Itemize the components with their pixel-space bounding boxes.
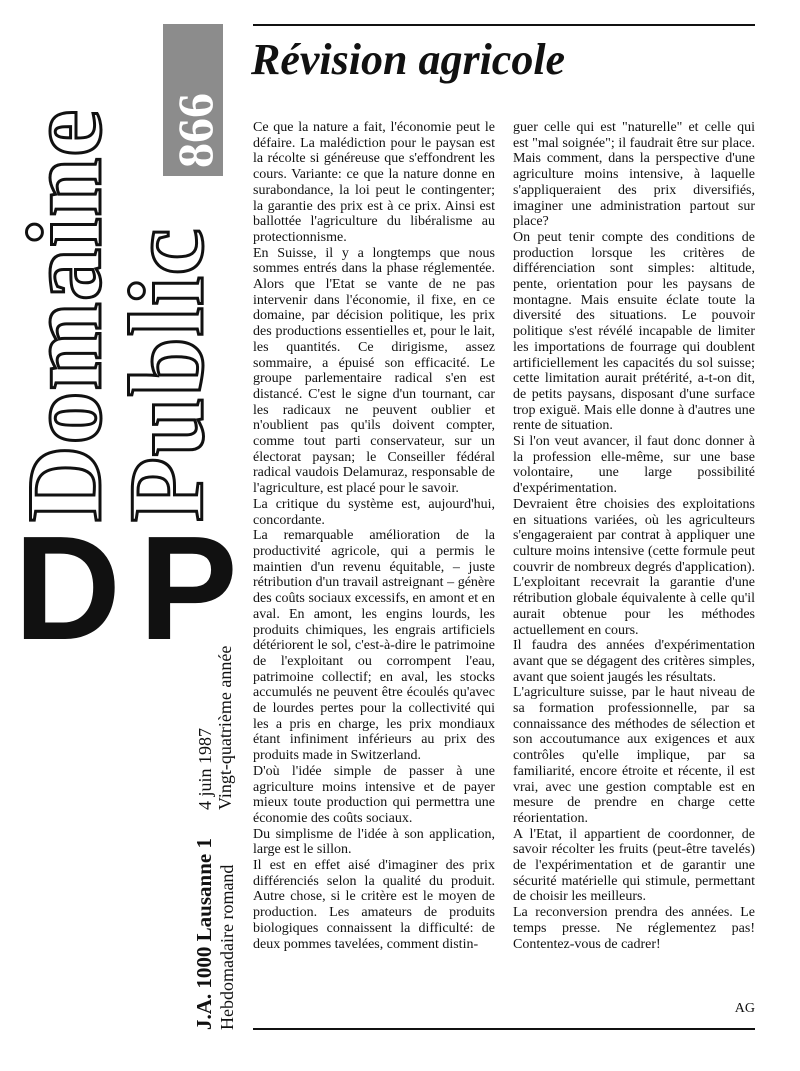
paragraph: On peut tenir compte des conditions de production lorsque les critères de différenciation sont simples: altitude, pente, orientation pour les paysans de montagne. Mais ensuite éclate toute la diversité des situations. Le pouvoir politique s'est révélé incapable de limiter les importations de fourrage qui doublent artificiellement les capacités du sol suisse; cette limitation aurait prétérité, a-t-on dit, de petits paysans, disposant d'une surface trop exiguë. Mais elle donne à d'autres une rente de situation. [513, 229, 755, 434]
paragraph: La reconversion prendra des années. Le temps presse. Ne réglementez pas! Contentez-vous de cadrer! [513, 905, 755, 952]
paragraph: En Suisse, il y a longtemps que nous sommes entrés dans la phase réglementée. Alors que l'Etat se vante de ne pas intervenir dans l'économie, il fixe, en ce domaine, par décision politique, les prix des productions essentielles et, pour le lait, les quantités. Ce dirigisme, assez sommaire, a épuisé son efficacité. Le groupe parlementaire radical s'en est distancé. C'est le signe d'un tournant, car les radicaux ne peuvent oublier et n'oublient pas qu'ils doivent compter, comme tout parti conservateur, sur un électorat paysan; le Conseiller fédéral radical vaudois Delamuraz, responsable de l'agriculture, est placé pour le savoir. [253, 245, 495, 497]
masthead-public: Public [108, 227, 225, 522]
issue-date: 4 juin 1987 [195, 727, 215, 810]
mailing-address: J.A. 1000 Lausanne 1 [192, 838, 216, 1030]
paragraph: L'agriculture suisse, par le haut niveau de sa formation professionnelle, par sa connaissance des méthodes de sélection et son accoutumance aux exigences et aux contrôles qu'elle implique, par sa familiarité, encore étroite et récente, il est vrai, avec une gestion comptable est en mesure de prendre en charge cette réorientation. [513, 685, 755, 826]
paragraph: D'où l'idée simple de passer à une agriculture moins intensive et de payer mieux toute production qui permettra une économie des coûts sociaux. [253, 763, 495, 826]
article-column-right [513, 120, 755, 952]
paragraph: Il faudra des années d'expérimentation avant que se dégagent des critères simples, avant que soient jaugés les résultats. [513, 638, 755, 685]
paragraph: guer celle qui est "naturelle" et celle qui est "mal soignée"; il faudrait être sur place. Mais comment, dans la perspective d'une agriculture moins intensive, à laquelle s'appliqueraient des prix diversifiés, imaginer une administration partout sur place? [513, 120, 755, 230]
paragraph: Du simplisme de l'idée à son application, large est le sillon. [253, 826, 495, 858]
paragraph: Ce que la nature a fait, l'économie peut le défaire. La malédiction pour le paysan est la récolte si généreuse que s'effondrent les cours. Variante: ce que la nature donne en surabondance, la loi peut le contingenter; la garantie des prix est à ce prix. Ainsi est ballottée l'agriculture du libéralisme au protectionnisme. [253, 120, 495, 245]
article-column-left [253, 120, 495, 952]
author-signature: AG [734, 1001, 755, 1016]
dp-logo: DP [14, 506, 256, 671]
paragraph: La critique du système est, aujourd'hui, concordante. [253, 496, 495, 528]
publication-year: Vingt-quatrième année [215, 645, 235, 810]
paragraph: Devraient être choisies des exploitations en situations variées, où les agriculteurs s'engageraient par contrat à appliquer une culture moins intensive (cette formule peut couvrir de nombreux degrés d'application). L'exploitant recevrait la garantie d'une rétribution globale équivalente à celle qu'il aurait obtenue pour les méthodes actuellement en cours. [513, 496, 755, 638]
masthead-domaine: Domaine [6, 108, 123, 522]
paragraph: Il est en effet aisé d'imaginer des prix différenciés selon la qualité du produit. Autre chose, si le critère est le moyen de production. Les amateurs de produits biologiques connaissent la difficulté: de deux pommes tavelées, comment distin- [253, 858, 495, 952]
periodicity: Hebdomadaire romand [217, 864, 237, 1030]
bottom-rule [253, 1028, 755, 1030]
paragraph: Si l'on veut avancer, il faut donc donner à la profession elle-même, sur une base volontaire, une large possibilité d'expérimentation. [513, 434, 755, 497]
paragraph: A l'Etat, il appartient de coordonner, de savoir récolter les fruits (peut-être tavelés) de l'expérimentation et de garantir une sécurité matérielle qui stimule, permettant de choisir les meilleurs. [513, 826, 755, 905]
paragraph: La remarquable amélioration de la productivité agricole, qui a permis le maintien d'un revenu équitable, – juste rétribution d'un travail astreignant – génère des coûts sociaux excessifs, en amont et en aval. En amont, les engins lourds, les produits chimiques, les engrais artificiels détériorent le sol, c'est-à-dire le patrimoine de l'exploitant ou corrompent l'eau, patrimoine collectif; en aval, les stocks accumulés ne peuvent être écoulés qu'avec de lourdes pertes pour la collectivité qui les a pris en charge, les prix mondiaux étant infiniment inférieurs au prix des produits made in Switzerland. [253, 528, 495, 764]
top-rule [253, 24, 755, 26]
issue-number: 866 [167, 93, 223, 168]
article-title: Révision agricole [251, 35, 566, 84]
